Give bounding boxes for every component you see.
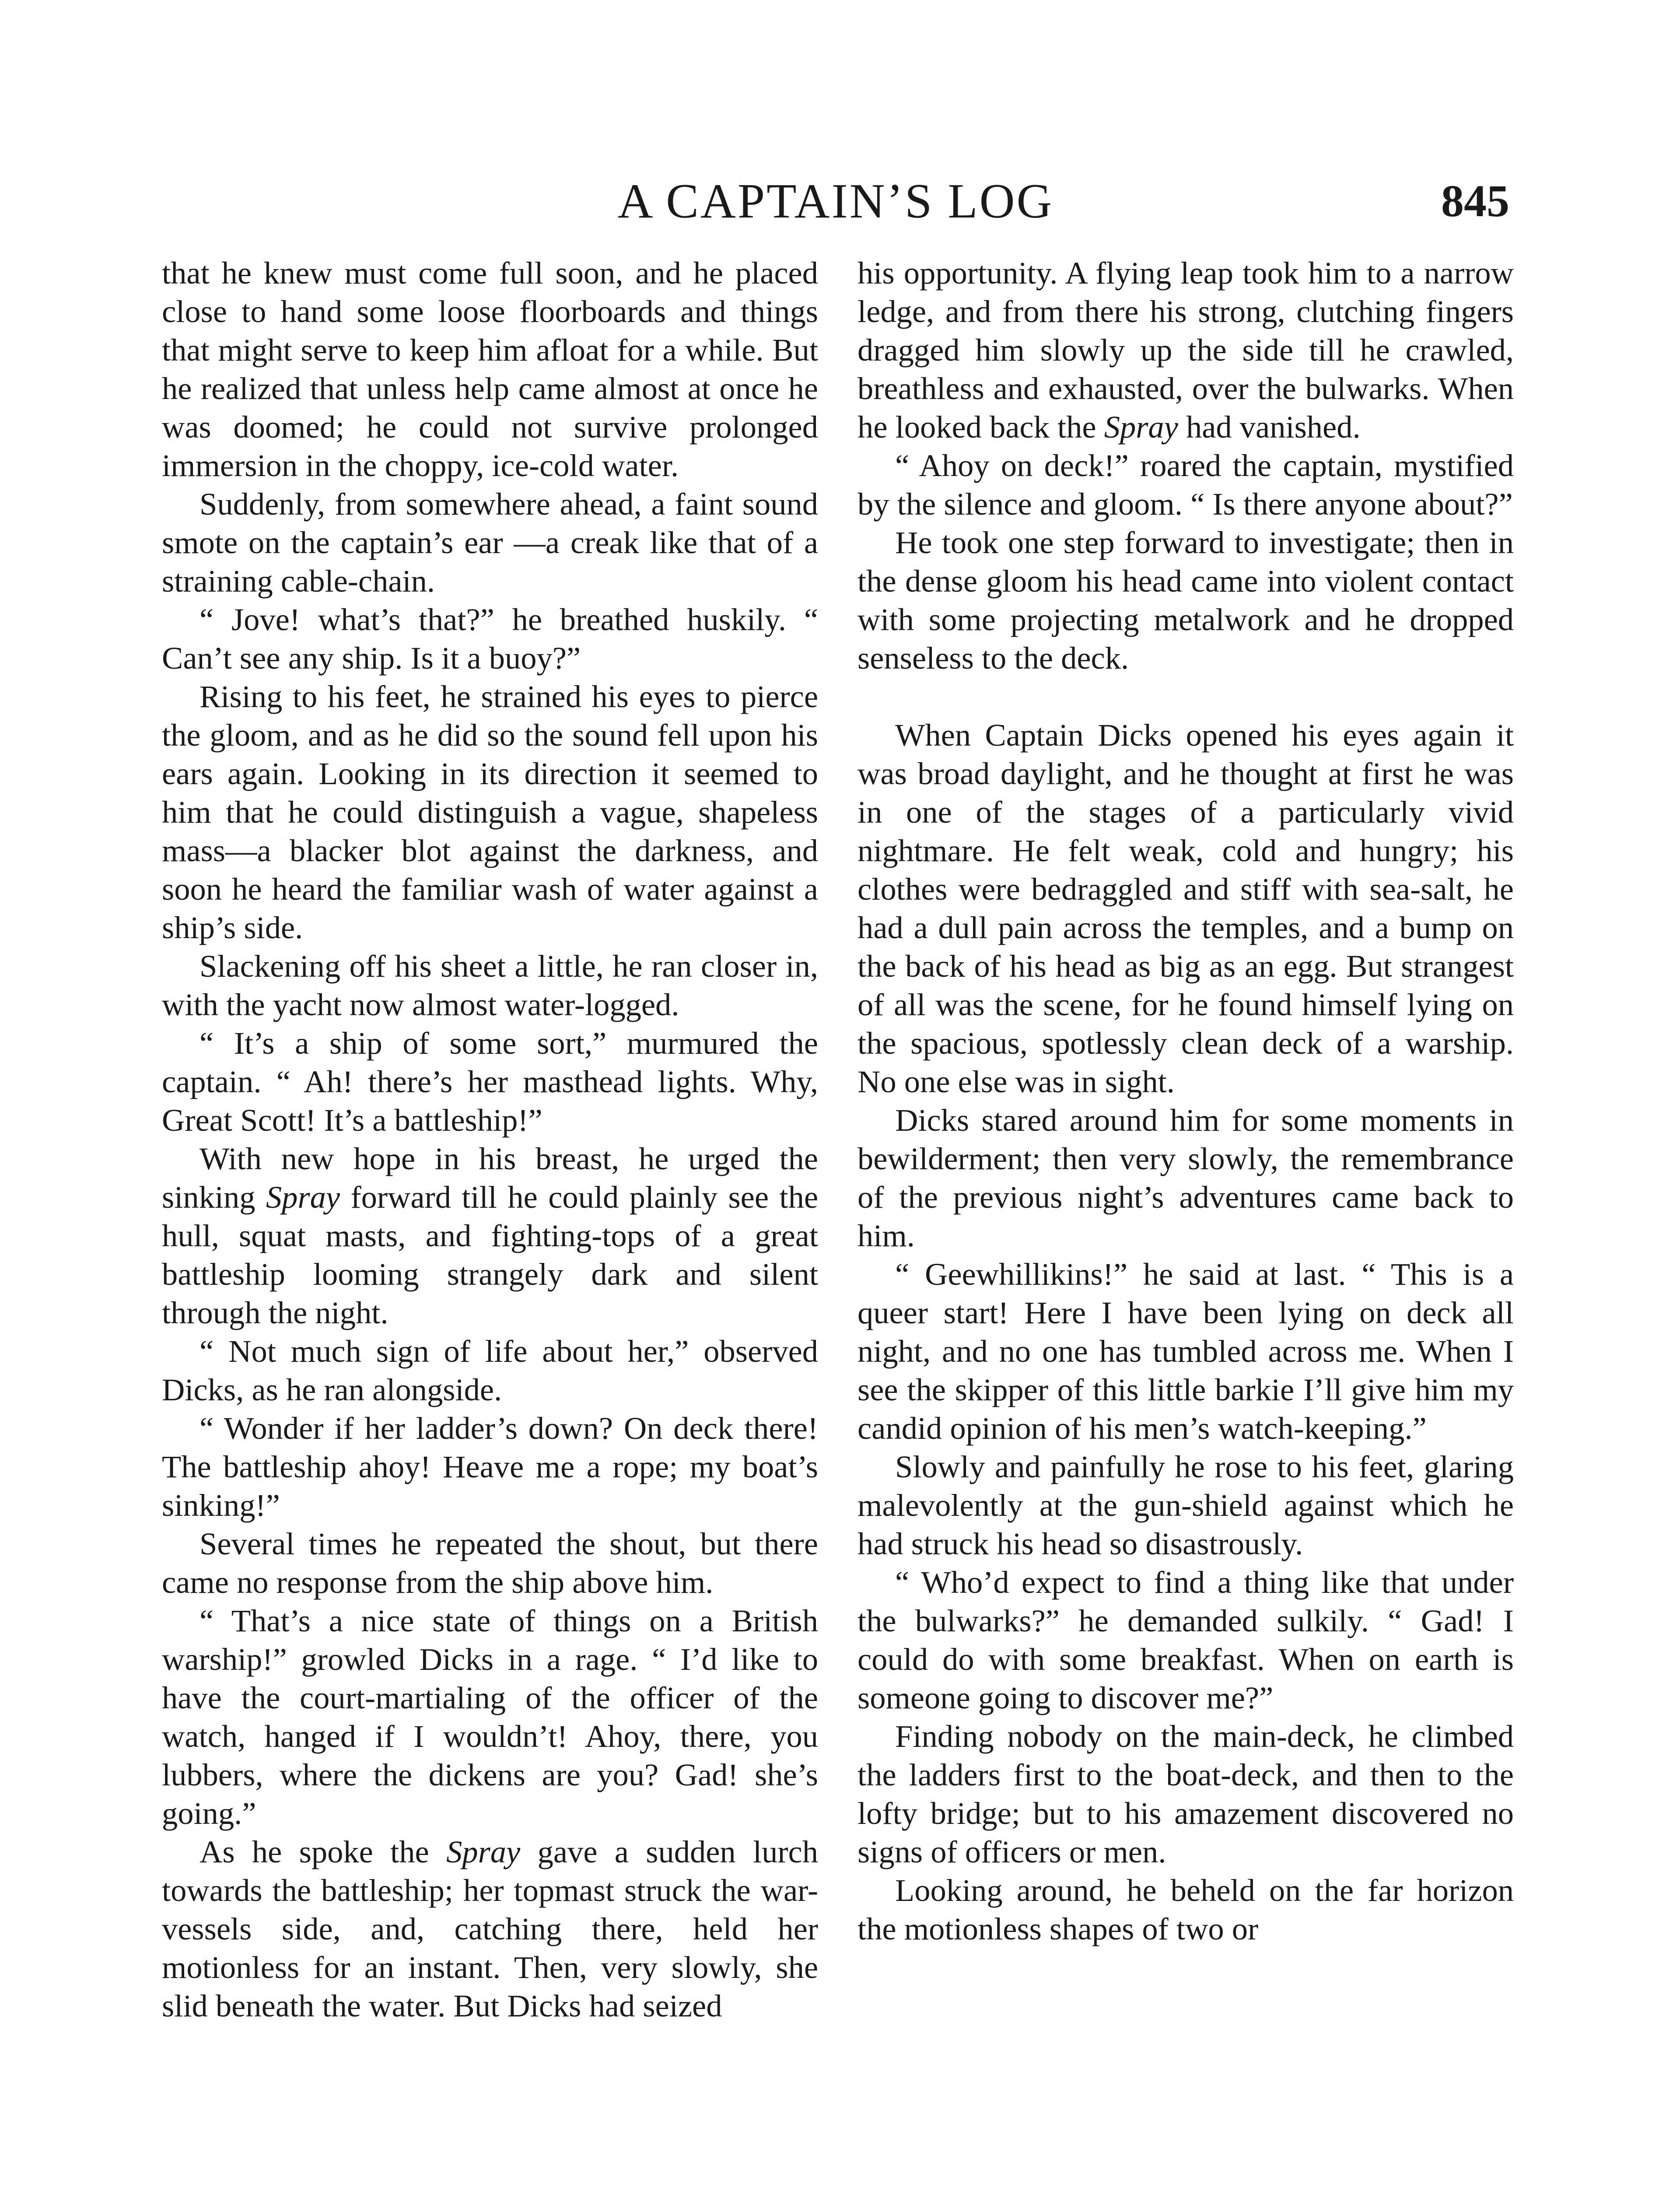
paragraph-text: had vanished. <box>1178 409 1361 445</box>
paragraph <box>162 1140 818 1332</box>
paragraph: Rising to his feet, he strained his eyes to pierce the gloom, and as he did so the sound fell upon his ears again. Looking in its direction it seemed to him that he could distinguish a vague, shapeless mass—a blacker blot against the darkness, and soon he heard the familiar wash of water against a ship’s side. <box>162 679 818 945</box>
left-column <box>162 254 818 2025</box>
running-title: A CAPTAIN’S LOG <box>617 174 1054 228</box>
paragraph-text: As he spoke the <box>200 1834 447 1869</box>
paragraph: “ Geewhillikins!” he said at last. “ This is a queer start! Here I have been lying on deck all night, and no one has tumbled across me. When I see the skipper of this little barkie I’ll give him my candid opinion of his men’s watch-keeping.” <box>858 1256 1514 1446</box>
right-column <box>858 254 1514 1948</box>
paragraph <box>858 254 1514 446</box>
ship-name: Spray <box>446 1834 521 1869</box>
paragraph: Several times he repeated the shout, but there came no response from the ship above him. <box>162 1526 818 1600</box>
section-break <box>858 677 1514 716</box>
paragraph: “ Who’d expect to find a thing like that under the bulwarks?” he demanded sulkily. “ Gad! I could do with some breakfast. When on earth is someone going to discover me?” <box>858 1564 1514 1715</box>
paragraph-text: forward till he could plainly see the hull, squat masts, and fighting-tops of a great battleship looming strangely dark and silent through the night. <box>162 1179 819 1330</box>
paragraph: “ Not much sign of life about her,” observed Dicks, as he ran alongside. <box>162 1333 818 1407</box>
paragraph: Slackening off his sheet a little, he ran closer in, with the yacht now almost water-logged. <box>162 948 818 1022</box>
paragraph-text: his opportunity. A flying leap took him to a narrow ledge, and from there his strong, clutching fingers dragged him slowly up the side till he crawled, breathless and exhausted, over the bulwarks. When he looked back the <box>858 255 1514 445</box>
paragraph: “ Jove! what’s that?” he breathed huskily. “ Can’t see any ship. Is it a buoy?” <box>162 602 818 676</box>
paragraph: When Captain Dicks opened his eyes again it was broad daylight, and he thought at first he was in one of the stages of a particularly vivid nightmare. He felt weak, cold and hungry; his clothes were bedraggled and stiff with sea-salt, he had a dull pain across the temples, and a bump on the back of his head as big as an egg. But strangest of all was the scene, for he found himself lying on the spacious, spotlessly clean deck of a warship. No one else was in sight. <box>858 717 1514 1099</box>
paragraph: “ It’s a ship of some sort,” murmured the captain. “ Ah! there’s her masthead lights. Why, Great Scott! It’s a battleship!” <box>162 1025 818 1138</box>
ship-name: Spray <box>1104 409 1178 445</box>
paragraph <box>162 1833 818 2025</box>
paragraph: “ That’s a nice state of things on a British warship!” growled Dicks in a rage. “ I’d like to have the court-martialing of the officer of the watch, hanged if I wouldn’t! Ahoy, there, you lubbers, where the dickens are you? Gad! she’s going.” <box>162 1603 818 1831</box>
paragraph: Finding nobody on the main-deck, he climbed the ladders first to the boat-deck, and then to the lofty bridge; but to his amazement discovered no signs of officers or men. <box>858 1718 1514 1869</box>
paragraph: “ Wonder if her ladder’s down? On deck there! The battleship ahoy! Heave me a rope; my boat’s sinking!” <box>162 1410 818 1523</box>
paragraph-text: gave a sudden lurch towards the battleship; her topmast struck the war-vessels side, and, catching there, held her motionless for an instant. Then, very slowly, she slid beneath the water. But Dicks had seized <box>162 1834 818 2023</box>
page-header <box>162 168 1509 234</box>
ship-name: Spray <box>266 1179 340 1215</box>
paragraph-text: With new hope in his breast, he urged the sinking <box>162 1141 818 1215</box>
paragraph: Suddenly, from somewhere ahead, a faint sound smote on the captain’s ear —a creak like that of a straining cable-chain. <box>162 486 818 599</box>
paragraph: that he knew must come full soon, and he placed close to hand some loose floorboards and things that might serve to keep him afloat for a while. But he realized that unless help came almost at once he was doomed; he could not survive prolonged immersion in the choppy, ice-cold water. <box>162 255 818 483</box>
paragraph: Slowly and painfully he rose to his feet, glaring malevolently at the gun-shield against which he had struck his head so disastrously. <box>858 1449 1514 1561</box>
paragraph: Dicks stared around him for some moments in bewilderment; then very slowly, the remembrance of the previous night’s adventures came back to him. <box>858 1102 1514 1253</box>
page-number: 845 <box>1441 176 1509 226</box>
paragraph: “ Ahoy on deck!” roared the captain, mystified by the silence and gloom. “ Is there anyone about?” <box>858 448 1514 522</box>
paragraph: He took one step forward to investigate; then in the dense gloom his head came into violent contact with some projecting metalwork and he dropped senseless to the deck. <box>858 525 1514 676</box>
paragraph: Looking around, he beheld on the far horizon the motionless shapes of two or <box>858 1872 1514 1946</box>
